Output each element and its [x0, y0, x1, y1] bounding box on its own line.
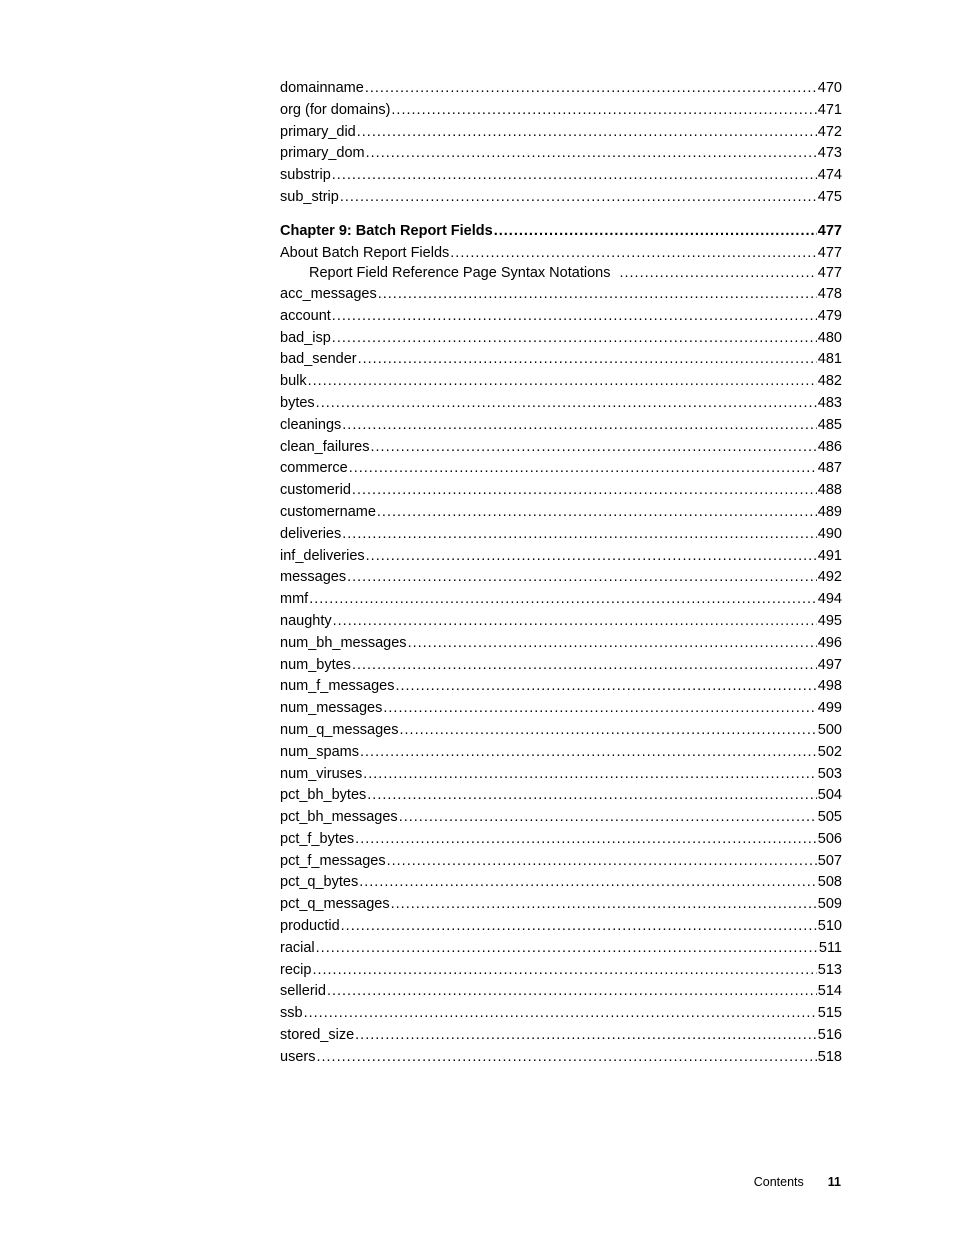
- toc-entry-label: naughty: [280, 612, 332, 629]
- toc-entry[interactable]: [280, 764, 842, 786]
- toc-entry-page-number: 518: [817, 1048, 842, 1065]
- toc-dot-leader: [349, 458, 817, 480]
- toc-group: [280, 221, 842, 1069]
- toc-entry-label: Report Field Reference Page Syntax Notations: [309, 265, 611, 282]
- toc-dot-leader: [355, 1025, 817, 1047]
- toc-entry-page-number: 474: [817, 167, 842, 184]
- toc-entry[interactable]: [280, 349, 842, 371]
- toc-entry[interactable]: [280, 502, 842, 524]
- toc-dot-leader: [309, 589, 817, 611]
- toc-dot-leader: [367, 785, 817, 807]
- toc-entry-page-number: 470: [817, 80, 842, 96]
- toc-dot-leader: [341, 916, 817, 938]
- toc-entry-page-number: 472: [817, 123, 842, 140]
- toc-entry-page-number: 514: [817, 983, 842, 1000]
- toc-entry[interactable]: [280, 981, 842, 1003]
- toc-entry-page-number: 495: [817, 612, 842, 629]
- toc-entry[interactable]: [280, 676, 842, 698]
- toc-entry-label: ssb: [280, 1005, 303, 1022]
- toc-dot-leader: [347, 567, 817, 589]
- toc-dot-leader: [391, 894, 817, 916]
- table-of-contents: [280, 78, 842, 1069]
- toc-entry[interactable]: [280, 698, 842, 720]
- toc-entry-page-number: 477: [817, 222, 842, 239]
- toc-entry-page-number: 473: [817, 145, 842, 162]
- toc-dot-leader: [359, 872, 817, 894]
- toc-entry[interactable]: [280, 916, 842, 938]
- toc-entry-label: mmf: [280, 591, 309, 608]
- toc-dot-leader: [619, 264, 816, 284]
- toc-dot-leader: [312, 960, 816, 982]
- toc-entry-page-number: 477: [817, 244, 842, 261]
- toc-dot-leader: [360, 742, 817, 764]
- toc-dot-leader: [399, 807, 817, 829]
- toc-dot-leader: [391, 100, 816, 122]
- toc-entry-page-number: 511: [818, 939, 842, 956]
- toc-entry-page-number: 507: [817, 852, 842, 869]
- toc-entry-page-number: 485: [817, 416, 842, 433]
- toc-entry-page-number: 488: [817, 482, 842, 499]
- toc-entry[interactable]: [280, 371, 842, 393]
- toc-entry-label: inf_deliveries: [280, 547, 365, 564]
- toc-entry[interactable]: [280, 894, 842, 916]
- toc-entry[interactable]: [280, 851, 842, 873]
- toc-entry-label: pct_bh_bytes: [280, 787, 367, 804]
- toc-entry-label: commerce: [280, 460, 348, 477]
- toc-entry-label: cleanings: [280, 416, 342, 433]
- toc-dot-leader: [365, 78, 817, 100]
- toc-entry[interactable]: [280, 480, 842, 502]
- toc-entry-label: primary_dom: [280, 145, 365, 162]
- toc-entry[interactable]: [280, 829, 842, 851]
- toc-entry-label: pct_bh_messages: [280, 809, 398, 826]
- toc-dot-leader: [400, 720, 817, 742]
- toc-entry[interactable]: [280, 546, 842, 568]
- toc-dot-leader: [304, 1003, 817, 1025]
- toc-entry[interactable]: [280, 938, 842, 960]
- toc-dot-leader: [333, 611, 817, 633]
- toc-entry-page-number: 486: [817, 438, 842, 455]
- toc-dot-leader: [316, 1047, 816, 1069]
- toc-entry-page-number: 491: [817, 547, 842, 564]
- toc-entry[interactable]: [280, 165, 842, 187]
- toc-dot-leader: [316, 393, 817, 415]
- toc-entry-label: recip: [280, 961, 312, 978]
- toc-dot-leader: [387, 851, 817, 873]
- toc-entry-page-number: 504: [817, 787, 842, 804]
- toc-dot-leader: [340, 187, 817, 209]
- toc-entry-page-number: 496: [817, 634, 842, 651]
- toc-entry-label: customerid: [280, 482, 351, 499]
- toc-entry-page-number: 502: [817, 743, 842, 760]
- toc-dot-leader: [352, 480, 817, 502]
- toc-entry[interactable]: [280, 100, 842, 122]
- toc-entry-label: customername: [280, 503, 376, 520]
- toc-entry[interactable]: [280, 437, 842, 459]
- toc-entry-page-number: 506: [817, 830, 842, 847]
- toc-entry[interactable]: [280, 611, 842, 633]
- toc-dot-leader: [450, 243, 817, 265]
- toc-entry[interactable]: [280, 567, 842, 589]
- toc-entry[interactable]: [280, 655, 842, 677]
- toc-entry[interactable]: [280, 960, 842, 982]
- toc-entry-page-number: 489: [817, 503, 842, 520]
- toc-entry-label: pct_f_bytes: [280, 830, 355, 847]
- toc-dot-leader: [494, 221, 817, 243]
- toc-dot-leader: [370, 437, 816, 459]
- toc-entry-label: num_bytes: [280, 656, 351, 673]
- toc-entry[interactable]: [280, 872, 842, 894]
- toc-entry[interactable]: [280, 807, 842, 829]
- toc-entry-page-number: 492: [817, 569, 842, 586]
- toc-entry-label: substrip: [280, 167, 331, 184]
- toc-dot-leader: [308, 371, 817, 393]
- toc-entry-label: bad_isp: [280, 329, 331, 346]
- toc-dot-leader: [352, 655, 817, 677]
- toc-entry[interactable]: [280, 264, 842, 284]
- toc-entry[interactable]: [280, 1003, 842, 1025]
- toc-entry[interactable]: [280, 1025, 842, 1047]
- toc-entry-label: num_q_messages: [280, 721, 399, 738]
- toc-entry-page-number: 516: [817, 1027, 842, 1044]
- toc-entry-page-number: 487: [817, 460, 842, 477]
- toc-entry-page-number: 498: [817, 678, 842, 695]
- toc-entry-label: num_messages: [280, 700, 383, 717]
- toc-entry[interactable]: [280, 415, 842, 437]
- toc-entry-label: num_spams: [280, 743, 359, 760]
- toc-dot-leader: [327, 981, 817, 1003]
- toc-dot-leader: [383, 698, 816, 720]
- toc-entry-label: stored_size: [280, 1027, 355, 1044]
- toc-entry-page-number: 509: [817, 896, 842, 913]
- toc-entry[interactable]: [280, 524, 842, 546]
- toc-entry-page-number: 510: [817, 918, 842, 935]
- footer-section-label: Contents: [753, 1175, 804, 1189]
- toc-entry-page-number: 477: [817, 265, 842, 282]
- toc-entry-label: messages: [280, 569, 347, 586]
- toc-entry-page-number: 503: [817, 765, 842, 782]
- toc-dot-leader: [395, 676, 816, 698]
- toc-dot-leader: [342, 415, 817, 437]
- toc-entry-page-number: 494: [817, 591, 842, 608]
- toc-entry[interactable]: [280, 306, 842, 328]
- toc-entry[interactable]: [280, 720, 842, 742]
- toc-dot-leader: [342, 524, 817, 546]
- toc-entry[interactable]: [280, 284, 842, 306]
- toc-dot-leader: [355, 829, 817, 851]
- toc-dot-leader: [366, 546, 817, 568]
- toc-dot-leader: [332, 306, 817, 328]
- toc-entry-label: primary_did: [280, 123, 356, 140]
- toc-entry-label: domainname: [280, 80, 364, 96]
- toc-entry-label: sub_strip: [280, 188, 339, 205]
- toc-entry-label: bulk: [280, 373, 307, 390]
- toc-entry-label: users: [280, 1048, 316, 1065]
- toc-entry[interactable]: [280, 589, 842, 611]
- toc-entry-label: pct_q_messages: [280, 896, 390, 913]
- toc-entry-label: pct_q_bytes: [280, 874, 359, 891]
- toc-entry-label: bad_sender: [280, 351, 357, 368]
- toc-entry-label: About Batch Report Fields: [280, 244, 450, 261]
- footer-page-number: 11: [827, 1175, 841, 1189]
- toc-dot-leader: [332, 165, 817, 187]
- toc-dot-leader: [363, 764, 817, 786]
- toc-dot-leader: [408, 633, 817, 655]
- toc-entry-page-number: 490: [817, 525, 842, 542]
- toc-entry-label: acc_messages: [280, 285, 377, 302]
- toc-entry-label: account: [280, 307, 331, 324]
- toc-entry-label: racial: [280, 939, 315, 956]
- toc-entry[interactable]: [280, 393, 842, 415]
- toc-dot-leader: [357, 122, 817, 144]
- toc-entry[interactable]: [280, 243, 842, 265]
- toc-entry-page-number: 513: [817, 961, 842, 978]
- toc-entry[interactable]: [280, 143, 842, 165]
- toc-entry-page-number: 505: [817, 809, 842, 826]
- toc-entry-page-number: 478: [817, 285, 842, 302]
- toc-entry[interactable]: [280, 1047, 842, 1069]
- toc-entry-label: sellerid: [280, 983, 326, 1000]
- toc-entry[interactable]: [280, 785, 842, 807]
- toc-entry-label: productid: [280, 918, 340, 935]
- toc-entry-label: num_f_messages: [280, 678, 395, 695]
- toc-entry-page-number: 481: [817, 351, 842, 368]
- toc-entry[interactable]: [280, 633, 842, 655]
- toc-entry-label: deliveries: [280, 525, 342, 542]
- toc-dot-leader: [332, 328, 817, 350]
- toc-entry-page-number: 500: [817, 721, 842, 738]
- toc-entry-label: clean_failures: [280, 438, 370, 455]
- toc-dot-leader: [316, 938, 818, 960]
- toc-group: [280, 78, 842, 209]
- toc-dot-leader: [378, 284, 817, 306]
- toc-entry-page-number: 479: [817, 307, 842, 324]
- toc-entry[interactable]: [280, 78, 842, 100]
- toc-entry-page-number: 475: [817, 188, 842, 205]
- toc-chapter-entry[interactable]: [280, 221, 842, 243]
- toc-entry-page-number: 508: [817, 874, 842, 891]
- page-footer: [754, 1174, 841, 1190]
- toc-entry-label: num_viruses: [280, 765, 363, 782]
- toc-entry[interactable]: [280, 122, 842, 144]
- toc-entry-page-number: 471: [817, 101, 842, 118]
- toc-entry-label: num_bh_messages: [280, 634, 407, 651]
- toc-entry-page-number: 499: [817, 700, 842, 717]
- toc-entry[interactable]: [280, 458, 842, 480]
- toc-entry[interactable]: [280, 187, 842, 209]
- toc-entry-page-number: 482: [817, 373, 842, 390]
- toc-entry-label: Chapter 9: Batch Report Fields: [280, 222, 493, 239]
- toc-entry-label: pct_f_messages: [280, 852, 386, 869]
- toc-dot-leader: [358, 349, 817, 371]
- toc-entry-page-number: 483: [817, 394, 842, 411]
- toc-dot-leader: [366, 143, 817, 165]
- toc-entry-page-number: 515: [817, 1005, 842, 1022]
- toc-dot-leader: [377, 502, 817, 524]
- toc-entry-page-number: 497: [817, 656, 842, 673]
- toc-entry-page-number: 480: [817, 329, 842, 346]
- toc-entry-label: org (for domains): [280, 101, 391, 118]
- toc-entry[interactable]: [280, 742, 842, 764]
- toc-entry[interactable]: [280, 328, 842, 350]
- toc-entry-label: bytes: [280, 394, 315, 411]
